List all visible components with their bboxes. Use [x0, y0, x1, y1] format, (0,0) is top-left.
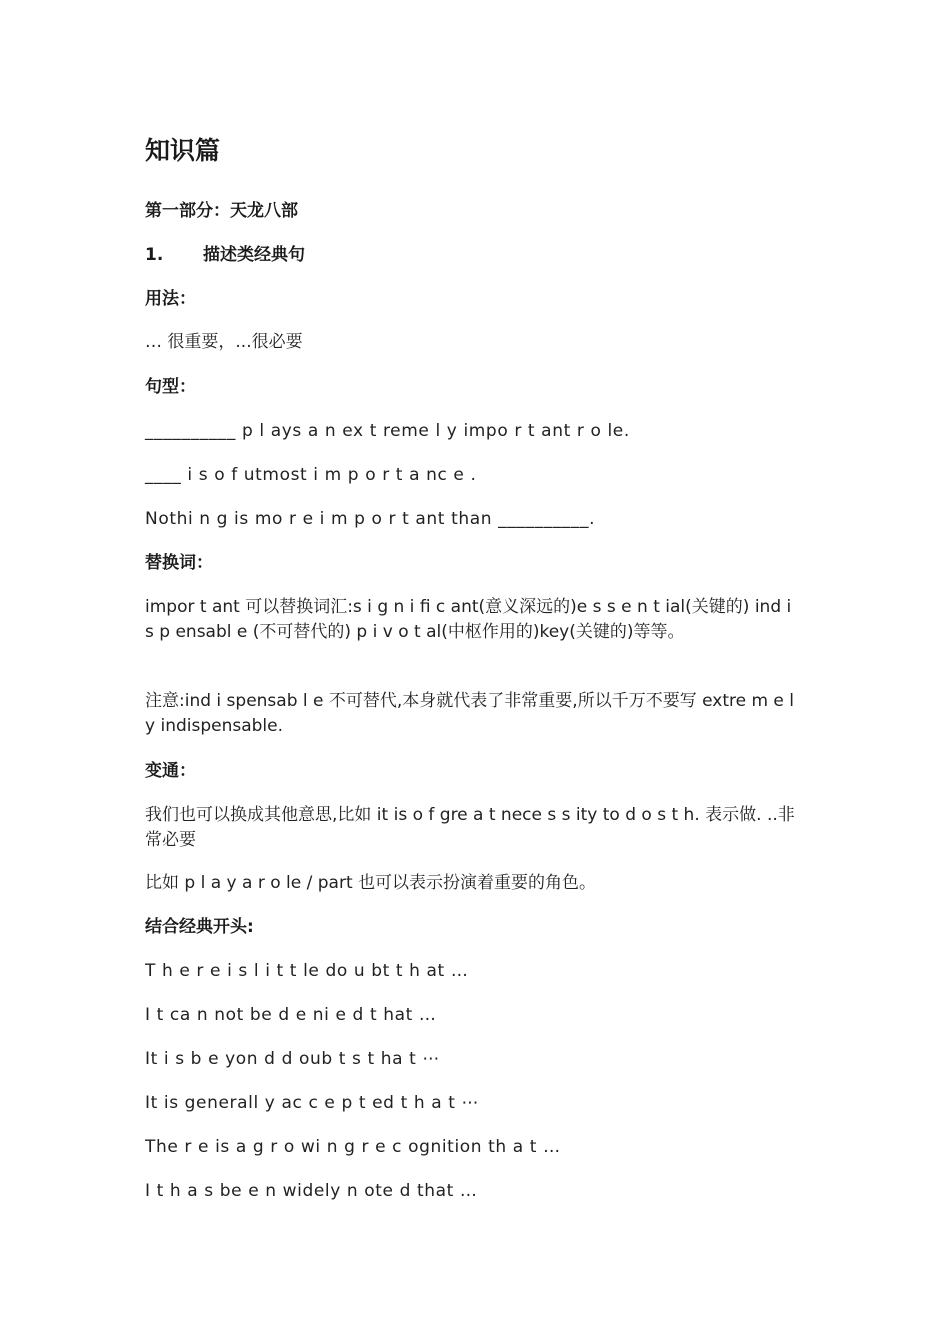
variation-text: 比如 p l a y a r o le / part 也可以表示扮演着重要的角色。 [145, 873, 597, 893]
patterns-heading: 句型： [145, 377, 196, 397]
synonyms-text: impor t ant 可以替换词汇:s i g n i fi c ant(意义深远的)e s s e n t ial(关键的) ind i s p ensabl e (不可替代的) p i v o t al(中枢作用的)key(关键的)等等。 [145, 597, 792, 642]
section-heading [145, 243, 795, 267]
synonyms-heading: 替换词： [145, 553, 213, 573]
section-number: 1. [145, 245, 164, 265]
openings-heading: 结合经典开头: [145, 917, 254, 937]
synonyms-note: 注意:ind i spensab l e 不可替代,本身就代表了非常重要,所以千万不要写 extre m e l y indispensable. [145, 691, 795, 736]
usage-text: … 很重要，...很必要 [145, 332, 303, 352]
section-title: 描述类经典句 [203, 245, 305, 265]
part-heading: 第一部分：天龙八部 [145, 201, 298, 221]
opening-sentence: The r e is a g r o wi n g r e c ognition th a t … [145, 1137, 561, 1157]
variation-heading: 变通： [145, 761, 196, 781]
opening-sentence: It is generall y ac c e p t ed t h a t ⋯ [145, 1093, 480, 1113]
opening-sentence: T h e r e i s l i t t le do u bt t h at … [145, 961, 469, 981]
opening-sentence: It i s b e yon d d oub t s t ha t ⋯ [145, 1049, 440, 1069]
usage-heading: 用法： [145, 289, 196, 309]
pattern-sentence: Nothi n g is mo r e i m p o r t ant than __________. [145, 509, 596, 529]
variation-text: 我们也可以换成其他意思,比如 it is o f gre a t nece s s ity to d o s t h. 表示做. ..非常必要 [145, 805, 795, 850]
opening-sentence: I t h a s be e n widely n ote d that … [145, 1181, 478, 1201]
page-title: 知识篇 [145, 136, 221, 165]
opening-sentence: I t ca n not be d e ni e d t hat … [145, 1005, 437, 1025]
pattern-sentence: __________ p l ays a n ex t reme l y impo r t ant r o le. [145, 421, 630, 441]
pattern-sentence: ____ i s o f utmost i m p o r t a nc e . [145, 465, 477, 485]
